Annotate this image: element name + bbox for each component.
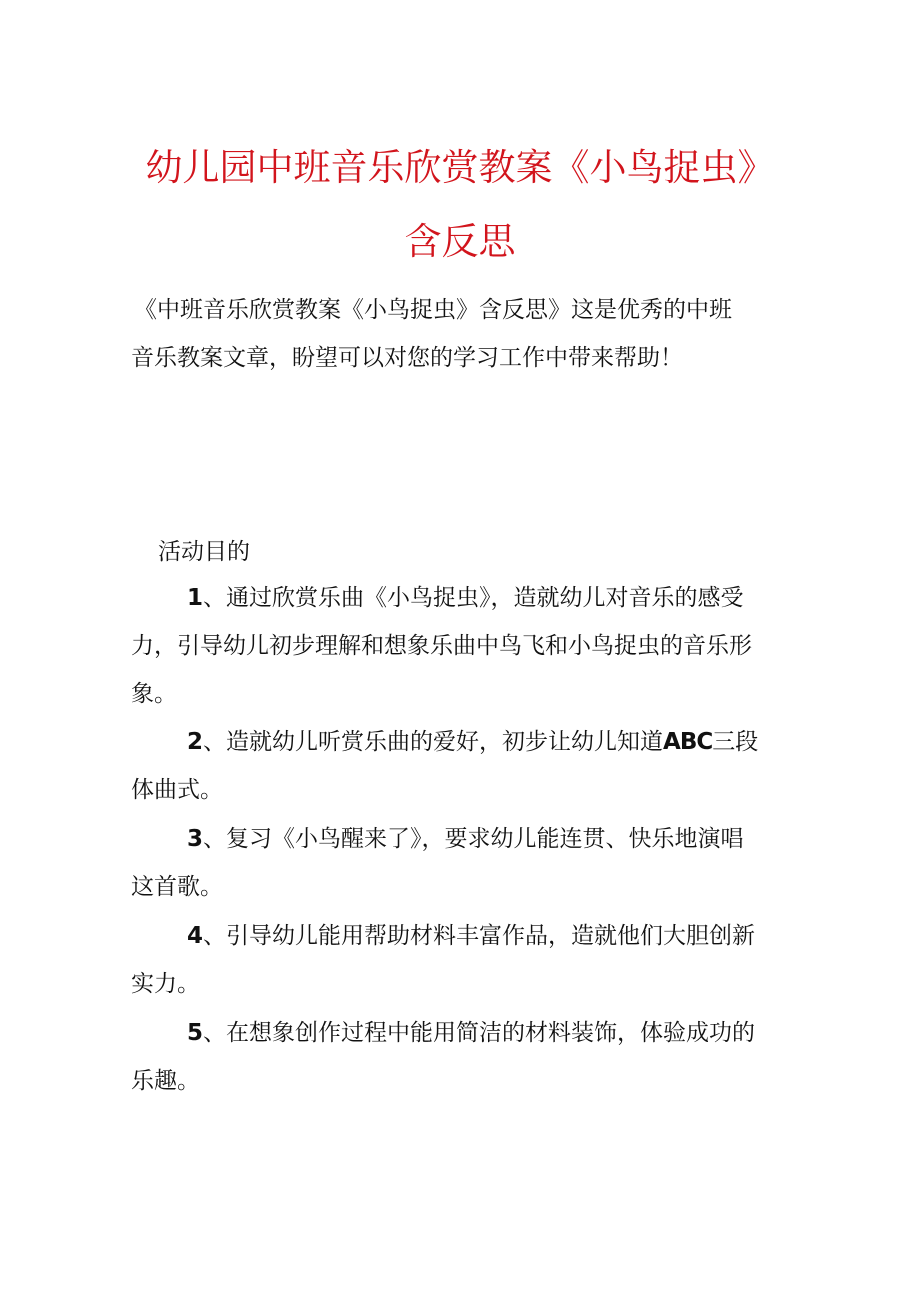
goal-item-number: 2 [187,729,204,755]
goal-item-number: 5 [187,1020,204,1046]
goal-item-3-line-1 [131,815,811,863]
goal-item-3-line-2: 这首歌。 [131,874,223,900]
goal-item-5-line-1 [131,1009,811,1057]
goal-item-4-line-2: 实力。 [131,971,200,997]
section-heading: 活动目的 [158,539,250,565]
goal-item-2 [131,718,811,814]
goal-item-text: 、引导幼儿能用帮助材料丰富作品，造就他们大胆创新 [203,923,756,949]
goal-item-1-line-1 [131,574,811,622]
goal-item-text: 三段 [712,729,759,755]
goal-item-text: 、通过欣赏乐曲《小鸟捉虫》，造就幼儿对音乐的感受 [203,585,744,611]
goal-item-5-line-2: 乐趣。 [131,1068,200,1094]
goal-item-text: 、造就幼儿听赏乐曲的爱好，初步让幼儿知道 [203,729,664,755]
goal-item-1-line-3: 象。 [131,681,177,707]
intro-line-1: 《中班音乐欣赏教案《小鸟捉虫》含反思》这是优秀的中班 [134,297,732,323]
document-title-line-2: 含反思 [404,220,516,263]
goal-item-4 [131,912,811,1008]
document-title-line-1: 幼儿园中班音乐欣赏教案《小鸟捉虫》 [145,146,775,189]
goal-item-5 [131,1009,811,1105]
goal-item-3 [131,815,811,911]
goal-item-4-line-1 [131,912,811,960]
goal-item-text: 、复习《小鸟醒来了》，要求幼儿能连贯、快乐地演唱 [203,826,744,852]
abc-term: ABC [663,729,713,755]
goal-item-2-line-2: 体曲式。 [131,777,223,803]
goal-item-number: 1 [187,585,204,611]
intro-line-2: 音乐教案文章，盼望可以对您的学习工作中带来帮助！ [131,345,683,371]
goal-item-1 [131,574,811,718]
goal-item-number: 4 [187,923,204,949]
goal-item-number: 3 [187,826,204,852]
goal-item-text: 、在想象创作过程中能用简洁的材料装饰，体验成功的 [203,1020,756,1046]
goal-item-2-line-1 [131,718,811,766]
goal-item-1-line-2: 力，引导幼儿初步理解和想象乐曲中鸟飞和小鸟捉虫的音乐形 [131,633,752,659]
